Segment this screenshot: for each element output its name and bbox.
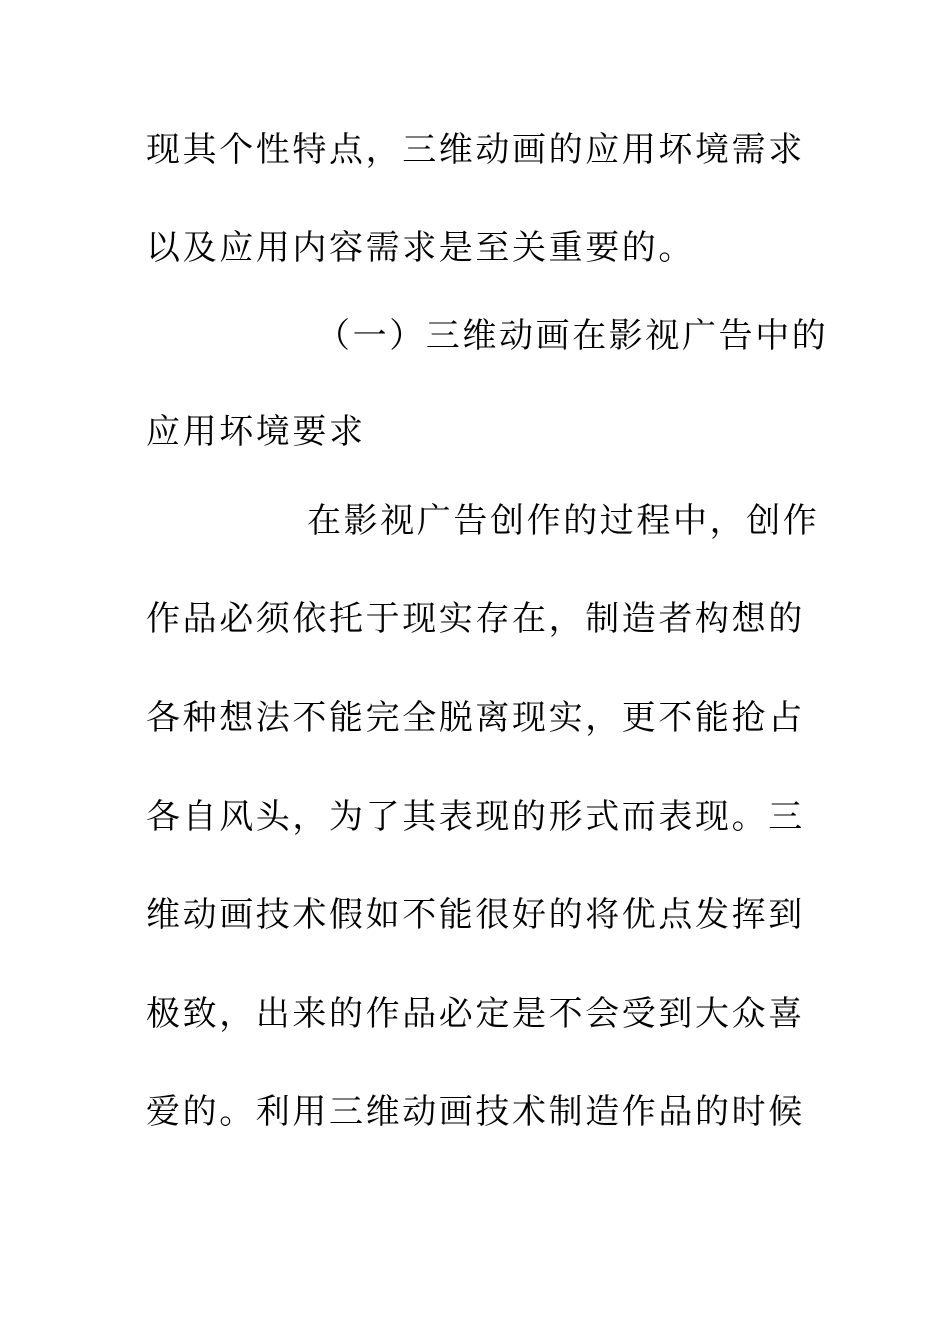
paragraph-line: 维动画技术假如不能很好的将优点发挥到: [146, 895, 805, 935]
paragraph-line: 以及应用内容需求是至关重要的。: [146, 228, 695, 268]
paragraph-line: 作品必须依托于现实存在，制造者构想的: [146, 599, 805, 639]
paragraph-line: 在影视广告创作的过程中，创作: [307, 501, 820, 541]
section-heading-continued: 应用坏境要求: [146, 412, 366, 452]
paragraph-line: 各种想法不能完全脱离现实，更不能抢占: [146, 698, 805, 738]
section-heading: （一）三维动画在影视广告中的: [316, 316, 829, 356]
paragraph-line: 极致，出来的作品必定是不会受到大众喜: [146, 994, 805, 1034]
paragraph-line: 各自风头，为了其表现的形式而表现。三: [146, 797, 805, 837]
paragraph-line: 现其个性特点，三维动画的应用坏境需求: [146, 130, 805, 170]
paragraph-line: 爱的。利用三维动画技术制造作品的时候: [146, 1092, 805, 1132]
